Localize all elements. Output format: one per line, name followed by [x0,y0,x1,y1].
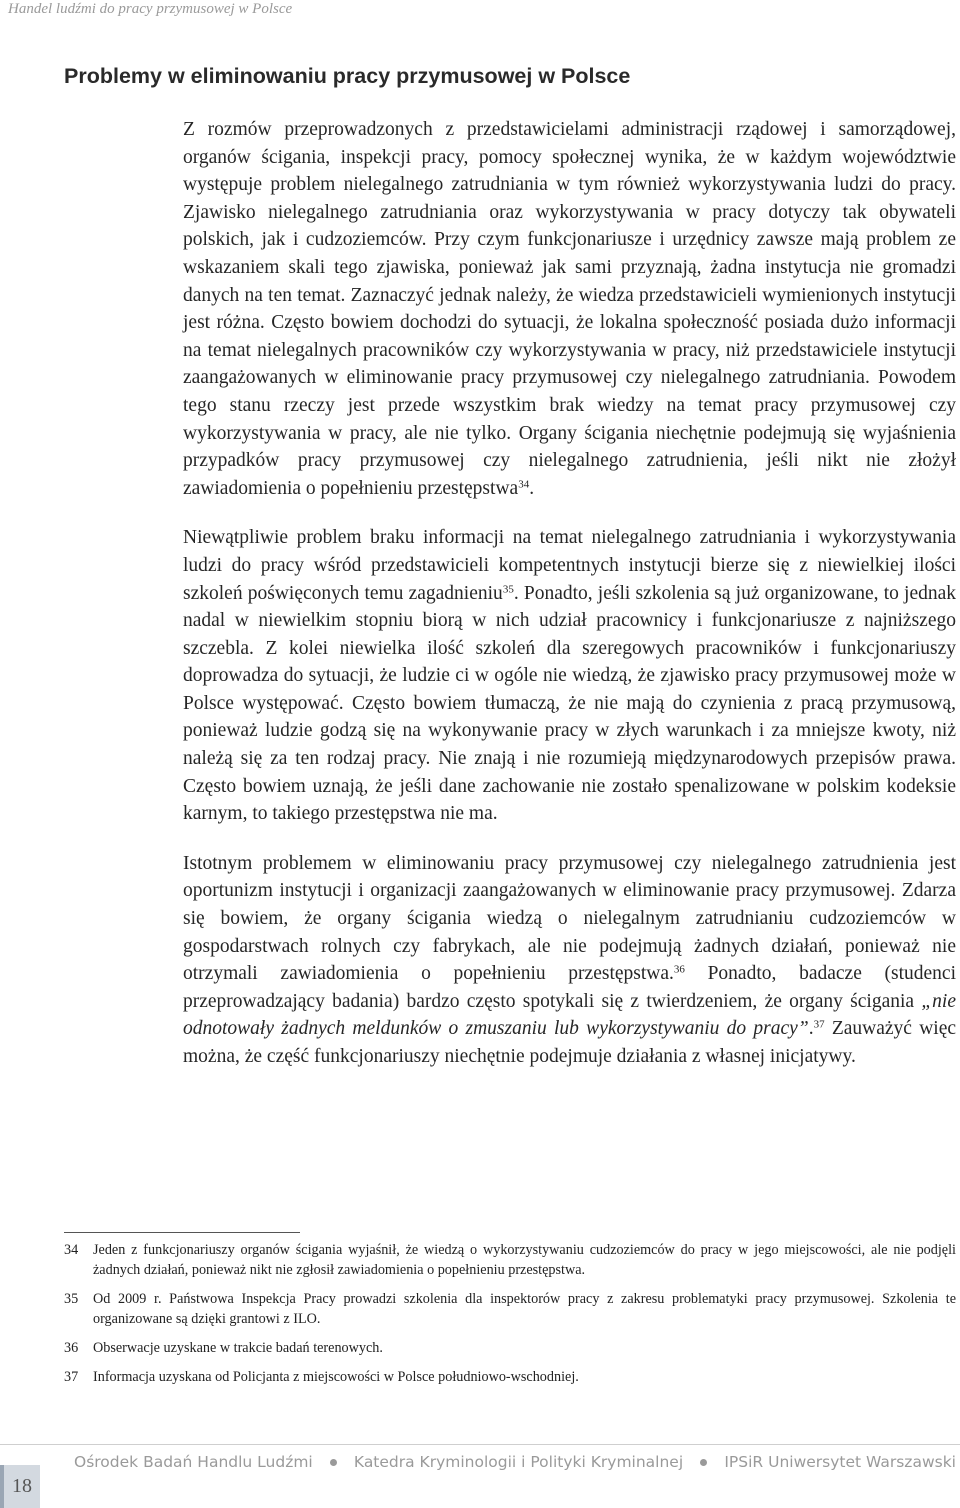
footnote-ref: 34 [518,478,530,491]
footnote-text: Informacja uzyskana od Policjanta z miejscowości w Polsce południowo-wschodniej. [93,1369,579,1385]
paragraph [183,850,956,1071]
footnote-ref: 37 [813,1018,825,1031]
footnote [64,1289,956,1329]
text-run: Istotnym problemem w eliminowaniu pracy przymusowej czy nielegalnego zatrudnienia jest oportunizm instytucji i organizacji zaangażowanych w eliminowanie pracy przymusowej. Zdarza się bowiem, że organy ścigania wiedzą o nielegalnym zatrudnianiu cudzoziemców w gospodarstwach rolnych czy fabrykach, ale nie podejmują żadnych działań, ponieważ nie otrzymali zawiadomienia o popełnieniu przestępstwa. [183,852,956,985]
running-head: Handel ludźmi do pracy przymusowej w Polsce [8,1,293,17]
bullet-icon [700,1459,707,1466]
quotation: „nie odnotowały żadnych meldunków o zmuszaniu lub wykorzystywaniu do pracy” [183,990,956,1040]
footnotes [64,1240,956,1396]
text-run: . [808,1018,814,1040]
footnote [64,1338,956,1358]
text-run: Ponadto, badacze (studenci przeprowadzający badania) bardzo często spotykali się z twierdzeniem, że organy ścigania [183,963,957,1012]
page-number: 18 [0,1465,40,1508]
paragraph [183,524,956,828]
footnote [64,1240,956,1280]
footnote-ref: 35 [502,582,514,595]
footnote-number: 34 [64,1242,79,1258]
section-title: Problemy w eliminowaniu pracy przymusowej w Polsce [64,64,631,88]
footnote-number: 36 [64,1340,79,1356]
footnote-divider [64,1232,300,1233]
footnote [64,1367,956,1387]
paragraph [183,116,956,502]
footer-institution: IPSiR Uniwersytet Warszawski [724,1453,956,1471]
footer-divider [0,1444,960,1445]
footnote-text: Od 2009 r. Państwowa Inspekcja Pracy prowadzi szkolenia dla inspektorów pracy z zakresu problematyki pracy przymusowej. Szkolenia te organizowane są dzięki grantowi z ILO. [93,1291,956,1327]
footer-institution: Katedra Kryminologii i Polityki Kryminalnej [353,1453,684,1471]
footnote-number: 37 [64,1369,79,1385]
footer-institution: Ośrodek Badań Handlu Ludźmi [74,1453,313,1471]
text-run: Niewątpliwie problem braku informacji na temat nielegalnego zatrudniania i wykorzystywania ludzi do pracy wśród przedstawicieli kompetentnych instytucji bierze się z niewielkiej ilości szkoleń poświęconych temu zagadnieniu [183,527,956,604]
footnote-ref: 36 [673,963,685,976]
text-run: . [529,477,535,499]
text-run: Z rozmów przeprowadzonych z przedstawicielami administracji rządowej i samorządowej, organów ścigania, inspekcji pracy, pomocy społecznej wynika, że w każdym województwie występuje problem nielegalnego zatrudniania w tym również wykorzystywania ludzi do pracy. Zjawisko nielegalnego zatrudniania oraz wykorzystywania w pracy dotyczy tak obywateli polskich, jak i cudzoziemców. Przy czym funkcjonariusze i urzędnicy zawsze mają problem ze wskazaniem skali tego zjawiska, ponieważ jak sami przyznają, żadna instytucja nie gromadzi danych na ten temat. Zaznaczyć jednak należy, że wiedza przedstawicieli wymienionych instytucji jest różna. Często bowiem dochodzi do sytuacji, że lokalna społeczność posiada dużo informacji na temat nielegalnych pracowników czy wykorzystywania w pracy, niż przedstawiciele instytucji zaangażowanych w eliminowanie pracy przymusowej czy nielegalnego zatrudniania. Powodem tego stanu rzeczy jest przede wszystkim brak wiedzy na temat pracy przymusowej czy wykorzystywania w pracy, ale nie tylko. Organy ścigania niechętnie podejmują się wyjaśnienia przypadków pracy przymusowej czy nielegalnego zatrudnienia, jeśli nikt nie złożył zawiadomienia o popełnieniu przestępstwa [183,119,956,499]
footnote-number: 35 [64,1291,79,1307]
footnote-text: Jeden z funkcjonariuszy organów ścigania wyjaśnił, że wiedzą o wykorzystywaniu cudzoziemców do pracy w jego miejscowości, ale nie podjęli żadnych działań, ponieważ nikt nie zgłosił zawiadomienia o popełnieniu przestępstwa. [93,1242,956,1278]
text-run: Zauważyć więc można, że część funkcjonariuszy niechętnie podejmuje działania z własnej inicjatywy. [183,1018,956,1067]
footer-institutions [74,1450,956,1474]
footnote-text: Obserwacje uzyskane w trakcie badań terenowych. [93,1340,383,1356]
body-text [183,116,956,1093]
bullet-icon [330,1459,337,1466]
text-run: . Ponadto, jeśli szkolenia są już organizowane, to jednak nadal w niewielkim stopniu biorą w nich udział pracownicy i funkcjonariusze z najniższego szczebla. Z kolei niewielka ilość szkoleń dla szeregowych pracowników i funkcjonariuszy doprowadza do sytuacji, że ludzie ci w ogóle nie wiedzą, że zjawisko pracy przymusowej może w Polsce występować. Często bowiem tłumaczą, że nie mają do czynienia z pracą przymusową, ponieważ ludzie godzą się na wykonywanie pracy w złych warunkach i za mniejsze kwoty, niż należą się za ten rodzaj pracy. Nie znają i nie rozumieją międzynarodowych przepisów prawa. Często bowiem uznają, że jeśli dane zachowanie nie zostało spenalizowane w polskim kodeksie karnym, to takiego przestępstwa nie ma. [183,582,956,825]
